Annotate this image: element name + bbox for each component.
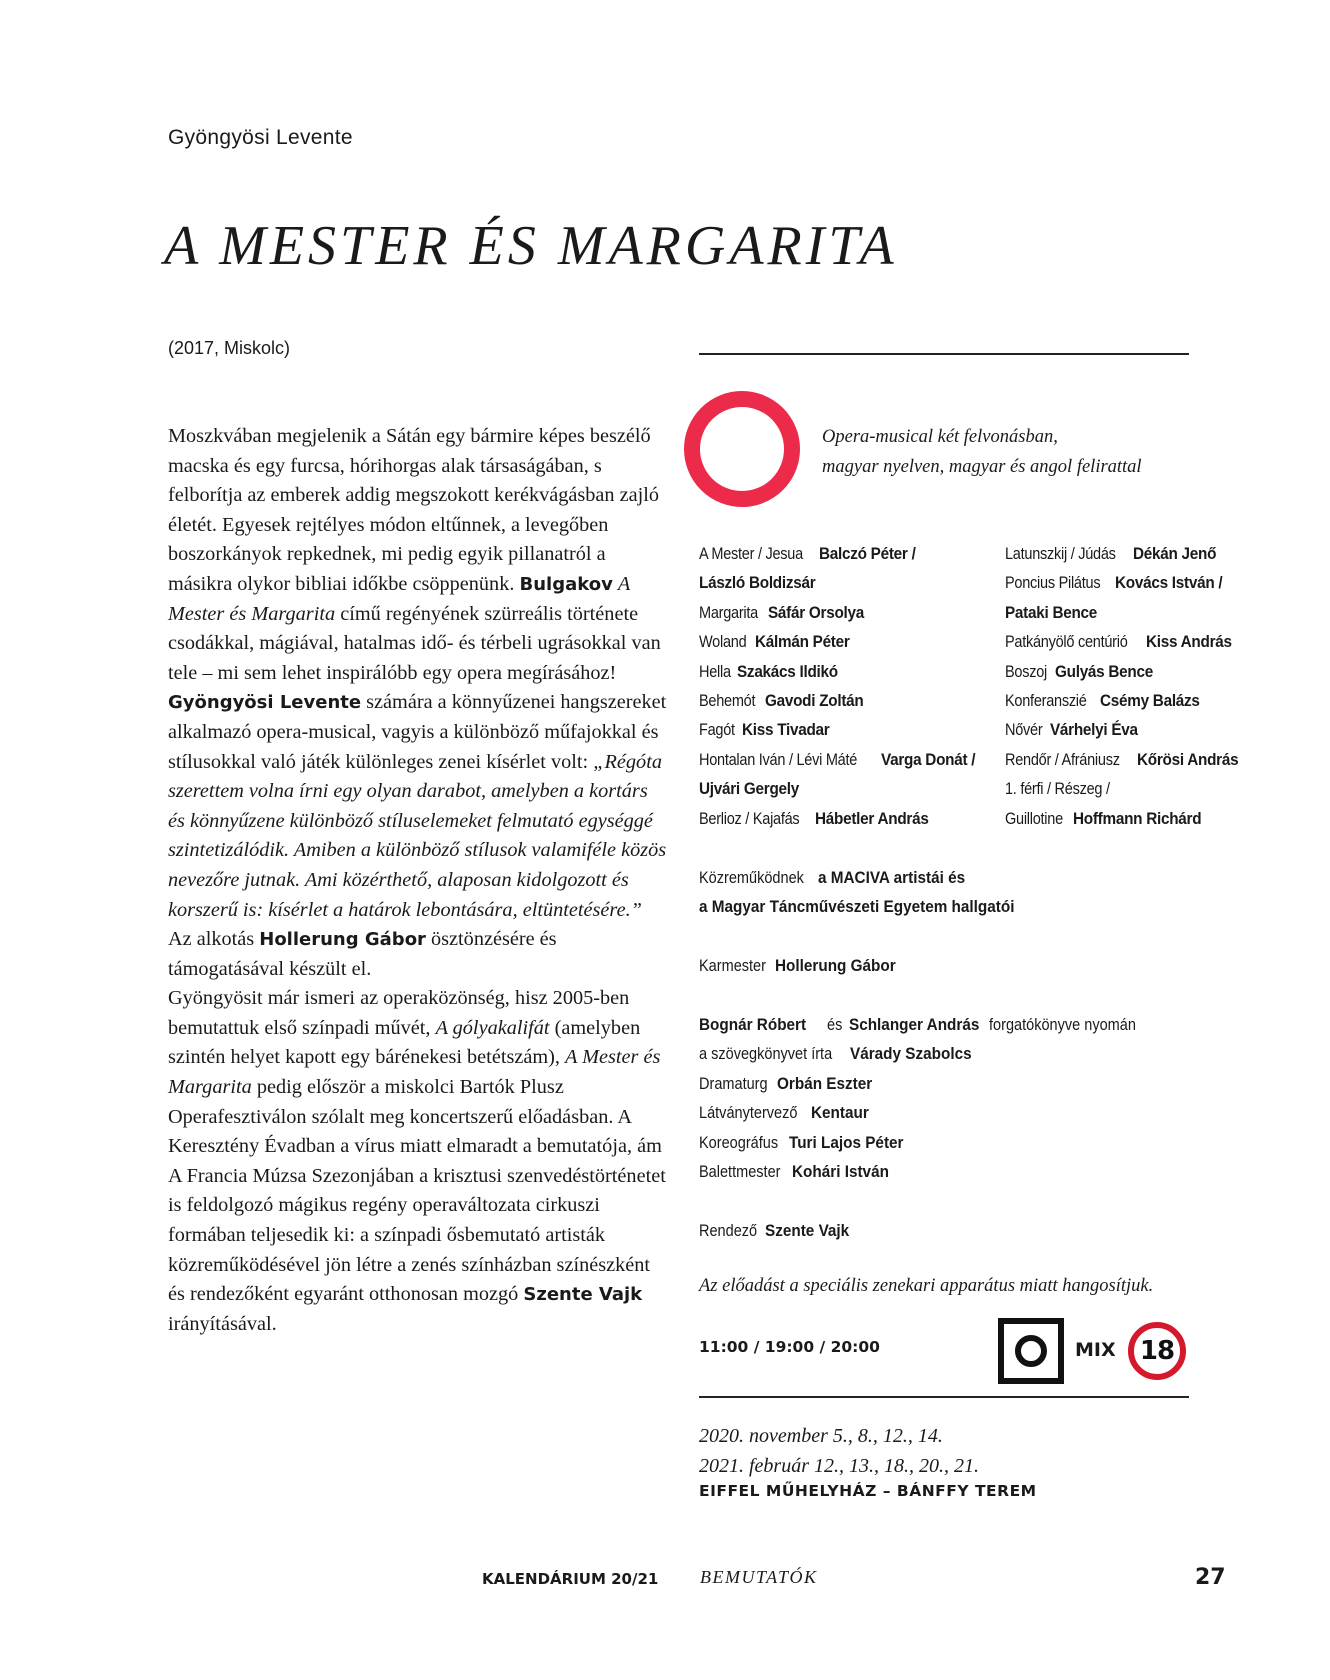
footer-publication: KALENDÁRIUM 20/21 bbox=[482, 1570, 659, 1588]
cast-row: Margarita Sáfár Orsolya bbox=[699, 602, 865, 622]
conductor-credit: Karmester Hollerung Gábor bbox=[699, 956, 896, 975]
cast-list-left bbox=[699, 539, 985, 833]
cast-row: Latunszkij / Júdás Dékán Jenő bbox=[1005, 544, 1216, 563]
sound-note: Az előadást a speciális zenekari apparátus miatt hangosítjuk. bbox=[699, 1276, 1154, 1296]
credit-row: Dramaturg Orbán Eszter bbox=[699, 1073, 873, 1093]
showtimes: 11:00 / 19:00 / 20:00 bbox=[699, 1338, 880, 1356]
footer-section: BEMUTATÓK bbox=[700, 1567, 818, 1587]
cast-row: László Boldizsár bbox=[699, 573, 816, 593]
cast-row: Patkányölő centúrió Kiss András bbox=[1005, 632, 1232, 652]
mix-label: MIX bbox=[1075, 1339, 1116, 1361]
director-credit: Rendező Szente Vajk bbox=[699, 1221, 850, 1240]
cast-row: Fagót Kiss Tivadar bbox=[699, 720, 830, 740]
production-year-location: (2017, Miskolc) bbox=[168, 338, 291, 358]
performance-dates: 2020. november 5., 8., 12., 14. 2021. február 12., 13., 18., 20., 21. bbox=[699, 1425, 979, 1477]
contributors: Közreműködnek a MACIVA artistái és a Magyar Táncművészeti Egyetem hallgatói bbox=[699, 868, 1015, 917]
cast-row: Poncius Pilátus Kovács István / bbox=[1005, 573, 1223, 593]
composer-name: Gyöngyösi Levente bbox=[168, 692, 362, 714]
cast-list-right bbox=[1005, 539, 1250, 833]
bulgakov-name: Bulgakov bbox=[519, 573, 613, 595]
cast-row: Pataki Bence bbox=[1005, 602, 1098, 622]
article-body bbox=[168, 422, 668, 1339]
cast-row: 1. férfi / Részeg / bbox=[1005, 780, 1110, 799]
opera-ring-icon bbox=[684, 391, 800, 507]
cast-row: Hella Szakács Ildikó bbox=[699, 661, 838, 681]
cast-row: Nővér Várhelyi Éva bbox=[1005, 720, 1138, 740]
opera-logo-icon bbox=[998, 1318, 1064, 1384]
cast-row: Behemót Gavodi Zoltán bbox=[699, 690, 864, 710]
age-rating-badge: 18 bbox=[1128, 1322, 1186, 1380]
cast-row: Boszoj Gulyás Bence bbox=[1005, 661, 1153, 681]
author-name: Gyöngyösi Levente bbox=[168, 126, 353, 149]
bottom-divider bbox=[699, 1396, 1189, 1398]
paragraph-2: Gyöngyösi Levente számára a könnyűzenei hangszereket alkalmazó opera-musical, vagyis a különböző műfajokkal és stílusokkal való játék különleges zenei kísérlet volt: „Régóta szerettem volna írni egy olyan darabot, amelyben a kortárs és könnyűzene különböző stíluselemeket felmutató egységgé szintetizálódik. Amiben a különböző stílusok valamiféle közös nevezőre jutnak. Ami közérthető, alaposan kidolgozott és korszerű is: kísérlet a határok lebontására, eltüntetésére.” Az alkotás Hollerung Gábor ösztönzésére és támogatásával készült el. bbox=[168, 691, 667, 980]
composer-quote: „Régóta szerettem volna írni egy olyan darabot, amelyben a kortárs és könnyűzene különböző stíluselemeket felmutató egységgé szintetizálódik. Amiben a különböző stílusok valamiféle közös nevezőre jutnak. Ami közérthető, alaposan kidolgozott és korszerű is: kísérlet a határok lebontására, eltüntetésére.” bbox=[168, 750, 667, 921]
cast-row: Guillotine Hoffmann Richárd bbox=[1005, 808, 1202, 828]
genre-description: Opera-musical két felvonásban, magyar nyelven, magyar és angol felirattal bbox=[822, 427, 1142, 477]
cast-row: Ujvári Gergely bbox=[699, 779, 799, 799]
cast-row: Berlioz / Kajafás Hábetler András bbox=[699, 808, 929, 828]
cast-row: Rendőr / Afrániusz Kőrösi András bbox=[1005, 749, 1239, 769]
top-divider bbox=[699, 353, 1189, 355]
cast-row: Konferanszié Csémy Balázs bbox=[1005, 690, 1200, 710]
hollerung-name: Hollerung Gábor bbox=[259, 929, 426, 951]
cast-row: Woland Kálmán Péter bbox=[699, 632, 850, 652]
credit-row: Balettmester Kohári István bbox=[699, 1161, 889, 1181]
creative-team: Bognár Róbert és Schlanger András forgatókönyve nyomán a szövegkönyvet írta Várady Szabolcs Dramaturg Orbán Eszter Látványtervező Kentaur Koreográfus Turi Lajos Péter Balettmester Kohári István bbox=[699, 1010, 1147, 1186]
paragraph-1: Moszkvában megjelenik a Sátán egy bármire képes beszélő macska és egy furcsa, hórihorgas alak társaságában, s felborítja az emberek addig megszokott kerékvágásban zajló életét. Egyesek rejtélyes módon eltűnnek, a levegőben boszorkányok repkednek, mi pedig egyik pillanatról a másikra olykor bibliai időkbe csöppenünk. Bulgakov A Mester és Margarita című regényének szürreális története csodákkal, mágiával, hatalmas idő- és térbeli ugrásokkal van tele – mi sem lehet inspirálóbb egy opera megírásához! bbox=[168, 425, 661, 684]
page-number: 27 bbox=[1195, 1565, 1226, 1590]
credit-row: Látványtervező Kentaur bbox=[699, 1103, 869, 1123]
credit-row: Koreográfus Turi Lajos Péter bbox=[699, 1132, 904, 1152]
cast-row: Hontalan Iván / Lévi Máté Varga Donát / bbox=[699, 749, 975, 769]
page-title: A MESTER ÉS MARGARITA bbox=[164, 215, 898, 277]
paragraph-3: Gyöngyösit már ismeri az operaközönség, hisz 2005-ben bemutattuk első színpadi művét, A gólyakalifát (amelyben szintén helyet kapott egy bárénekesi betétszám), A Mester és Margarita pedig először a miskolci Bartók Plusz Operafesztiválon szólalt meg koncertszerű előadásban. A Keresztény Évadban a vírus miatt elmaradt a bemutatója, ám A Francia Múzsa Szezonjában a krisztusi szenvedéstörténetet is feldolgozó mágikus regény operaváltozata cirkuszi formában teljesedik ki: a színpadi ősbemutató artisták közreműködésével jön létre a zenés színházban színészként és rendezőként egyaránt otthonosan mozgó Szente Vajk irányításával. bbox=[168, 987, 666, 1335]
cast-row: A Mester / Jesua Balczó Péter / bbox=[699, 544, 916, 563]
venue: EIFFEL MŰHELYHÁZ – BÁNFFY TEREM bbox=[699, 1482, 1037, 1500]
director-name-inline: Szente Vajk bbox=[523, 1284, 643, 1306]
